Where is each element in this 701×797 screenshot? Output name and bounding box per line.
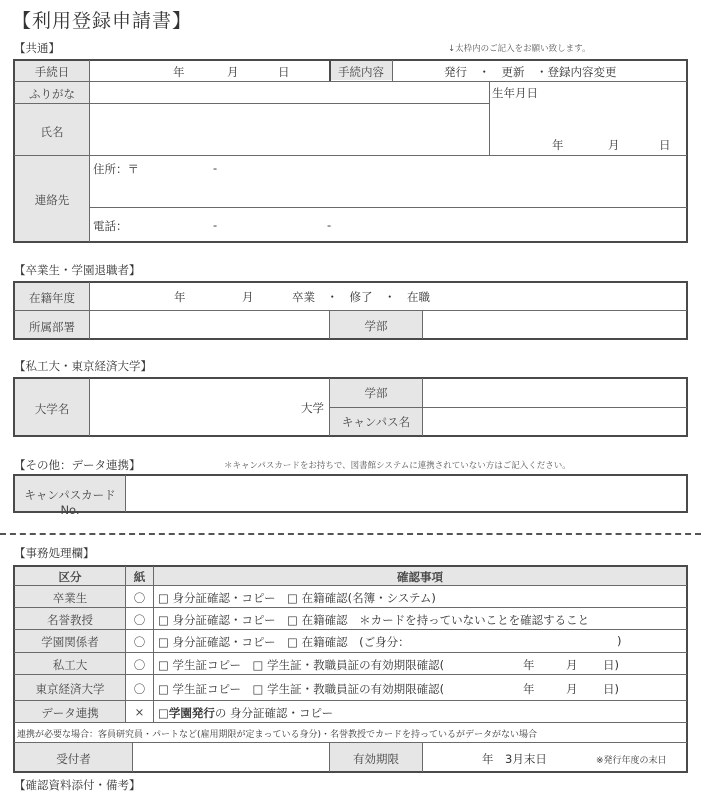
- check-items[interactable]: □ 身分証確認・コピー □ 在籍確認 ＊カードを持っていないことを確認すること: [158, 613, 590, 627]
- alumni-faculty-label: 学部: [364, 319, 388, 333]
- row-category: 卒業生: [52, 591, 88, 605]
- birth-year-field[interactable]: 年: [552, 138, 564, 152]
- phone-label: 電話：: [93, 219, 128, 233]
- close-paren: ): [617, 634, 622, 648]
- exp-year[interactable]: 年: [523, 658, 535, 672]
- check-items-bold: □学園発行: [158, 706, 215, 720]
- address-label: 住所：〒: [93, 162, 139, 176]
- check-items[interactable]: □ 身分証確認・コピー □ 在籍確認(名簿・システム): [158, 591, 436, 605]
- postal-dash: -: [213, 161, 218, 175]
- other-note: ＊キャンパスカードをお持ちで、図書館システムに連携されていない方はご記入ください。: [224, 461, 571, 471]
- univ-faculty-label: 学部: [364, 386, 388, 400]
- birth-month-field[interactable]: 月: [608, 138, 620, 152]
- exp-month[interactable]: 月: [566, 658, 578, 672]
- paper-mark: 〇: [133, 613, 146, 627]
- period-year-field[interactable]: 年: [174, 290, 186, 304]
- section-heading-private-univ: 【私工大・東京経済大学】: [14, 359, 152, 373]
- card-number-label: キャンパスカードNo.: [24, 488, 116, 517]
- row-category: 私工大: [52, 658, 88, 672]
- univ-label: 大学名: [34, 402, 70, 416]
- phone-dash-2: -: [327, 218, 332, 232]
- phone-dash-1: -: [213, 218, 218, 232]
- name-label: 氏名: [40, 125, 64, 139]
- paper-mark: 〇: [133, 635, 146, 649]
- period-label: 在籍年度: [29, 291, 75, 305]
- row-category: 名誉教授: [47, 613, 93, 627]
- validity-label: 有効期限: [353, 752, 399, 766]
- furigana-label: ふりがな: [29, 87, 75, 101]
- exp-day[interactable]: 日): [603, 658, 619, 672]
- proc-options[interactable]: 発行 ・ 更新 ・登録内容変更: [444, 65, 617, 79]
- section-heading-office: 【事務処理欄】: [14, 546, 95, 560]
- check-items[interactable]: □ 身分証確認・コピー □ 在籍確認 (ご身分：: [158, 635, 410, 649]
- check-items[interactable]: [158, 705, 333, 721]
- birth-day-field[interactable]: 日: [659, 138, 671, 152]
- receiver-label: 受付者: [56, 752, 91, 766]
- univ-suffix: 大学: [301, 401, 324, 415]
- row-category: 学園関係者: [41, 635, 99, 649]
- date-month-field[interactable]: 月: [227, 65, 239, 79]
- check-items[interactable]: □ 学生証コピー □ 学生証・教職員証の有効期限確認(: [158, 682, 445, 696]
- row-category: データ連携: [41, 706, 99, 720]
- office-footnote: 連携が必要な場合：客員研究員・パートなど(雇用期限が定まっている身分)・名誉教授でカードを持っているがデータがない場合: [17, 730, 538, 740]
- col-header-paper: 紙: [133, 570, 146, 584]
- section-heading-other: 【その他：データ連携】: [14, 458, 141, 472]
- contact-label: 連絡先: [34, 193, 70, 207]
- exp-month[interactable]: 月: [566, 682, 578, 696]
- exp-year[interactable]: 年: [523, 682, 535, 696]
- col-header-category: 区分: [58, 570, 82, 584]
- dept-label: 所属部署: [29, 320, 75, 334]
- exp-day[interactable]: 日): [603, 682, 619, 696]
- fill-in-note: ↓太枠内のご記入をお願い致します。: [448, 44, 591, 54]
- proc-label: 手続内容: [338, 65, 384, 79]
- date-label: 手続日: [34, 65, 70, 79]
- paper-mark: 〇: [133, 682, 146, 696]
- section-heading-alumni: 【卒業生・学園退職者】: [14, 263, 141, 277]
- check-items-rest: の 身分証確認・コピー: [214, 706, 334, 720]
- row-category: 東京経済大学: [35, 682, 105, 696]
- date-year-field[interactable]: 年: [173, 65, 185, 79]
- paper-mark: ×: [134, 705, 145, 719]
- col-header-check: 確認事項: [397, 570, 443, 584]
- validity-note: ※発行年度の末日: [596, 756, 667, 766]
- check-items[interactable]: □ 学生証コピー □ 学生証・教職員証の有効期限確認(: [158, 658, 445, 672]
- status-options[interactable]: 卒業 ・ 修了 ・ 在職: [292, 290, 430, 304]
- section-heading-remarks: 【確認資料添付・備考】: [14, 778, 141, 792]
- common-form-box: [13, 59, 688, 243]
- validity-value[interactable]: 年 3月末日: [482, 752, 547, 766]
- page-title: 【利用登録申請書】: [12, 10, 193, 32]
- paper-mark: 〇: [133, 591, 146, 605]
- campus-label: キャンパス名: [341, 415, 411, 429]
- section-heading-common: 【共通】: [14, 41, 60, 55]
- period-month-field[interactable]: 月: [242, 290, 254, 304]
- birth-label: 生年月日: [492, 86, 538, 100]
- cut-line: [0, 533, 701, 535]
- paper-mark: 〇: [133, 658, 146, 672]
- date-day-field[interactable]: 日: [278, 65, 290, 79]
